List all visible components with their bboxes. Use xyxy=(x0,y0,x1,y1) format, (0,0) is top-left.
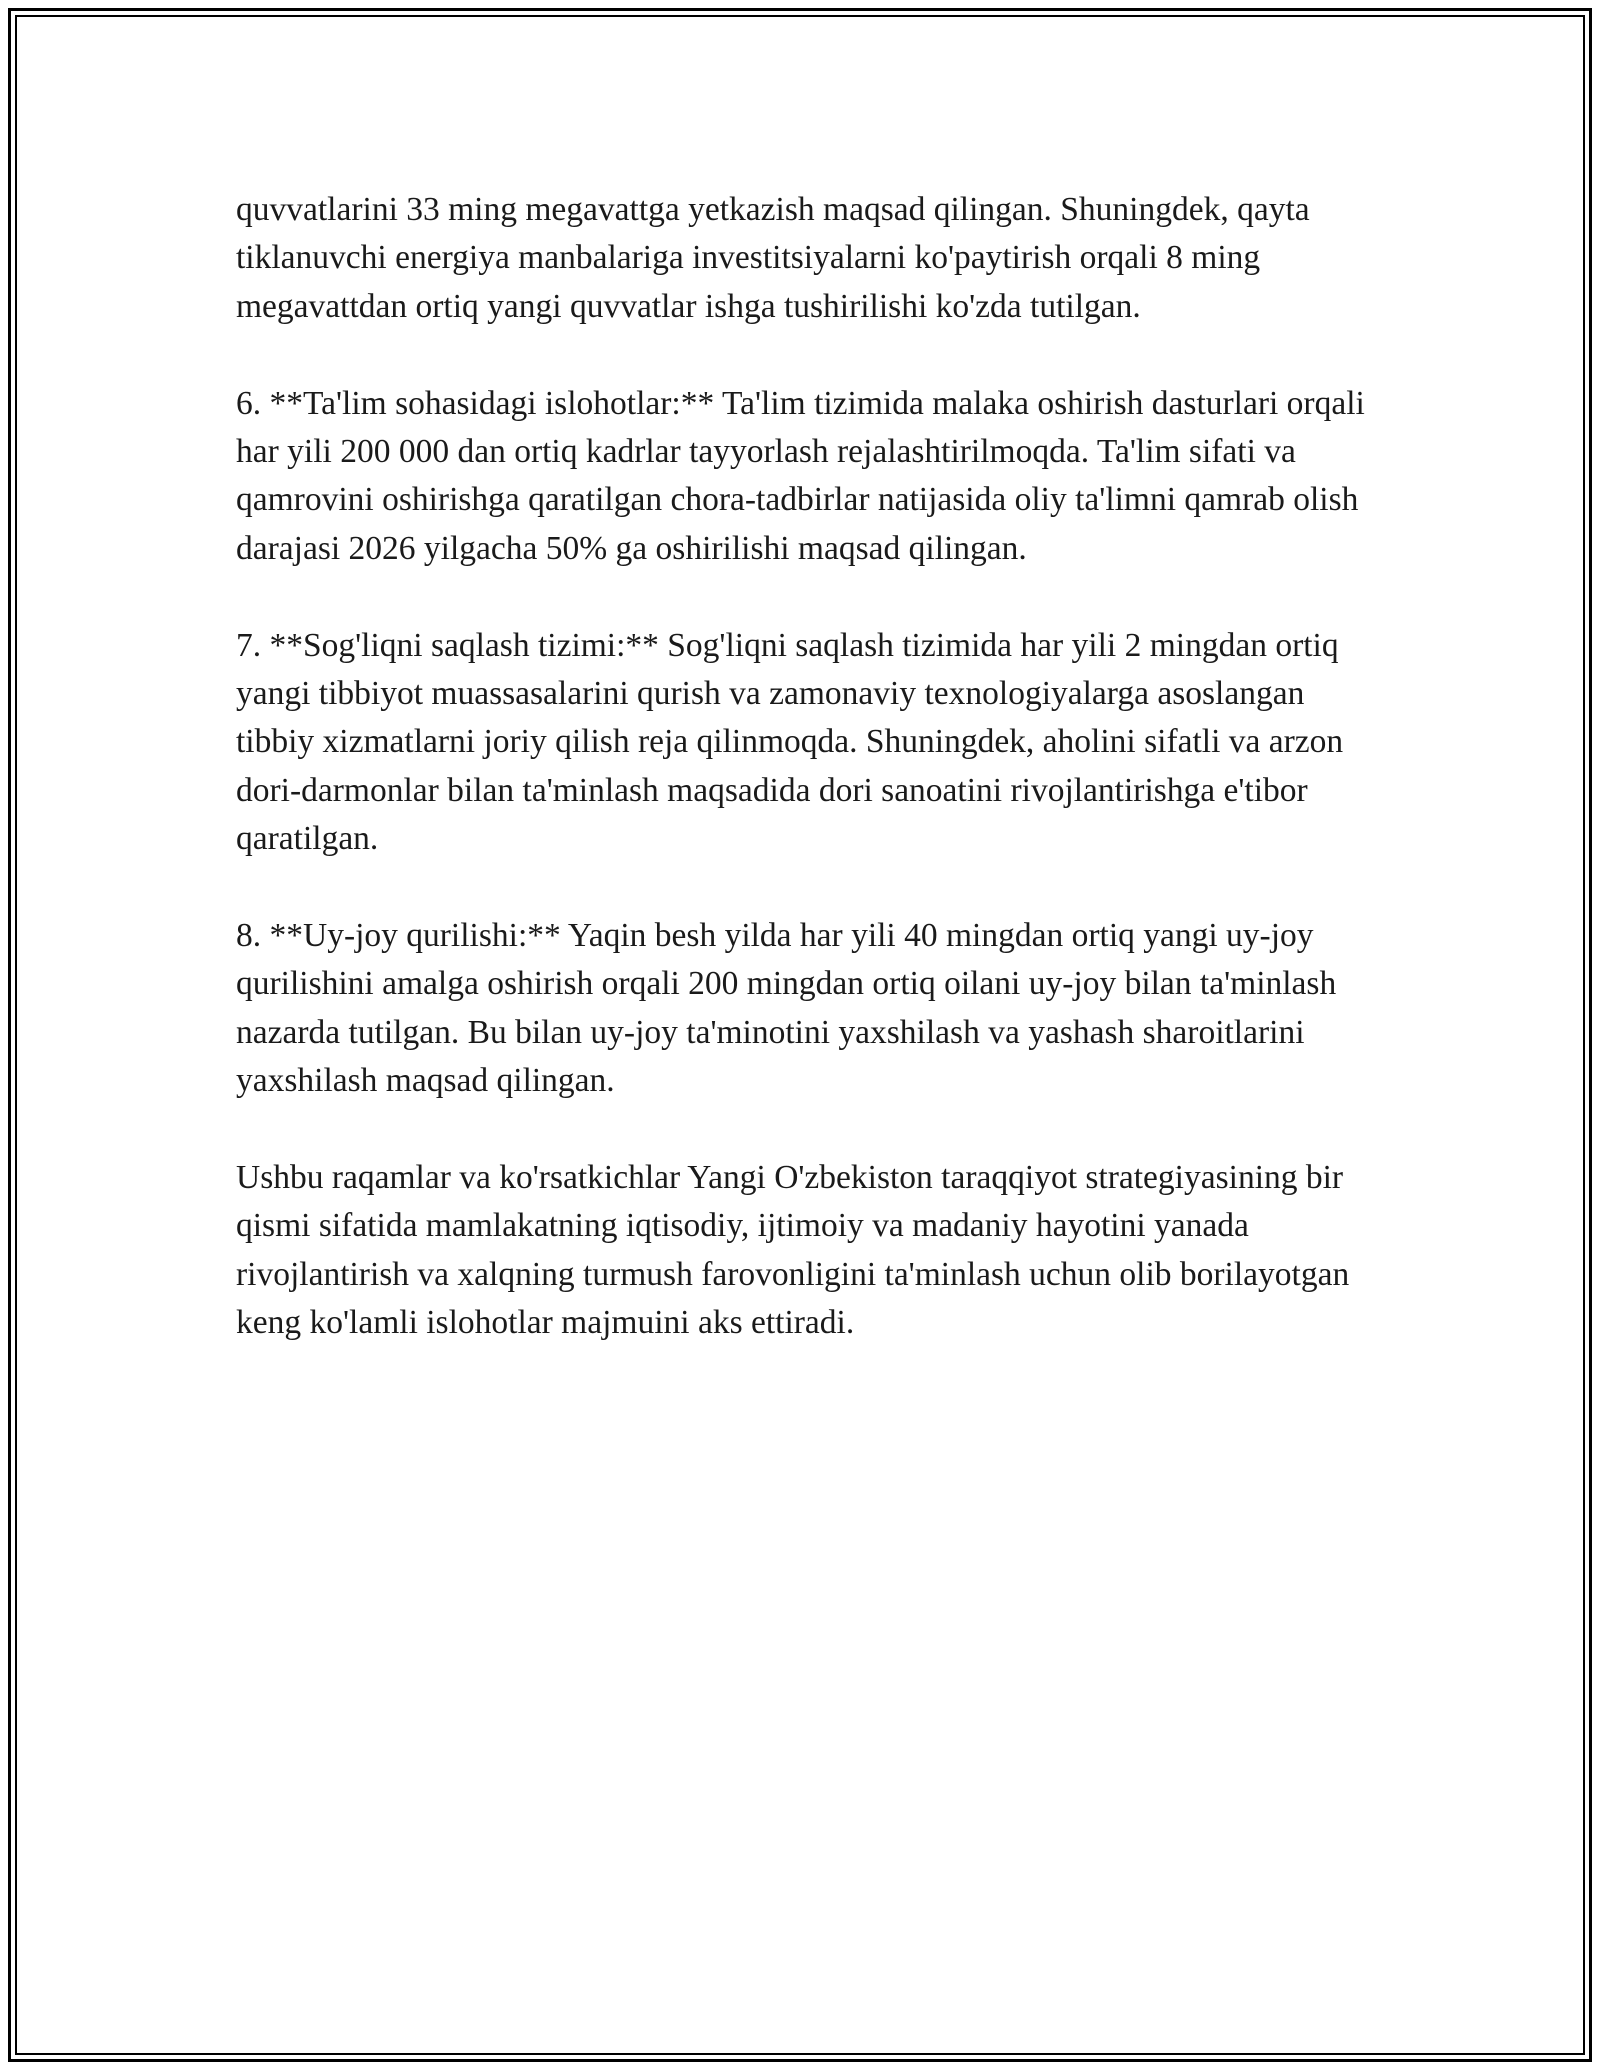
document-body xyxy=(236,186,1386,1348)
paragraph-energy-continuation: quvvatlarini 33 ming megavattga yetkazish maqsad qilingan. Shuningdek, qayta tiklanuvchi energiya manbalariga investitsiyalarni ko'paytirish orqali 8 ming megavattdan ortiq yangi quvvatlar ishga tushirilishi ko'zda tutilgan. xyxy=(236,191,1310,325)
paragraph-housing-construction: 8. **Uy-joy qurilishi:** Yaqin besh yilda har yili 40 mingdan ortiq yangi uy-joy qurilishini amalga oshirish orqali 200 mingdan ortiq oilani uy-joy bilan ta'minlash nazarda tutilgan. Bu bilan uy-joy ta'minotini yaxshilash va yashash sharoitlarini yaxshilash maqsad qilingan. xyxy=(236,917,1337,1100)
paragraph-conclusion: Ushbu raqamlar va ko'rsatkichlar Yangi O'zbekiston taraqqiyot strategiyasining bir qismi sifatida mamlakatning iqtisodiy, ijtimoiy va madaniy hayotini yanada rivojlantirish va xalqning turmush farovonligini ta'minlash uchun olib borilayotgan keng ko'lamli islohotlar majmuini aks ettiradi. xyxy=(236,1159,1350,1342)
paragraph-education-reforms: 6. **Ta'lim sohasidagi islohotlar:** Ta'lim tizimida malaka oshirish dasturlari orqali har yili 200 000 dan ortiq kadrlar tayyorlash rejalashtirilmoqda. Ta'lim sifati va qamrovini oshirishga qaratilgan chora-tadbirlar natijasida oliy ta'limni qamrab olish darajasi 2026 yilgacha 50% ga oshirilishi maqsad qilingan. xyxy=(236,384,1365,567)
paragraph-healthcare-system: 7. **Sog'liqni saqlash tizimi:** Sog'liqni saqlash tizimida har yili 2 mingdan ortiq yangi tibbiyot muassasalarini qurish va zamonaviy texnologiyalarga asoslangan tibbiy xizmatlarni joriy qilish reja qilinmoqda. Shuningdek, aholini sifatli va arzon dori-darmonlar bilan ta'minlash maqsadida dori sanoatini rivojlantirishga e'tibor qaratilgan. xyxy=(236,626,1344,858)
